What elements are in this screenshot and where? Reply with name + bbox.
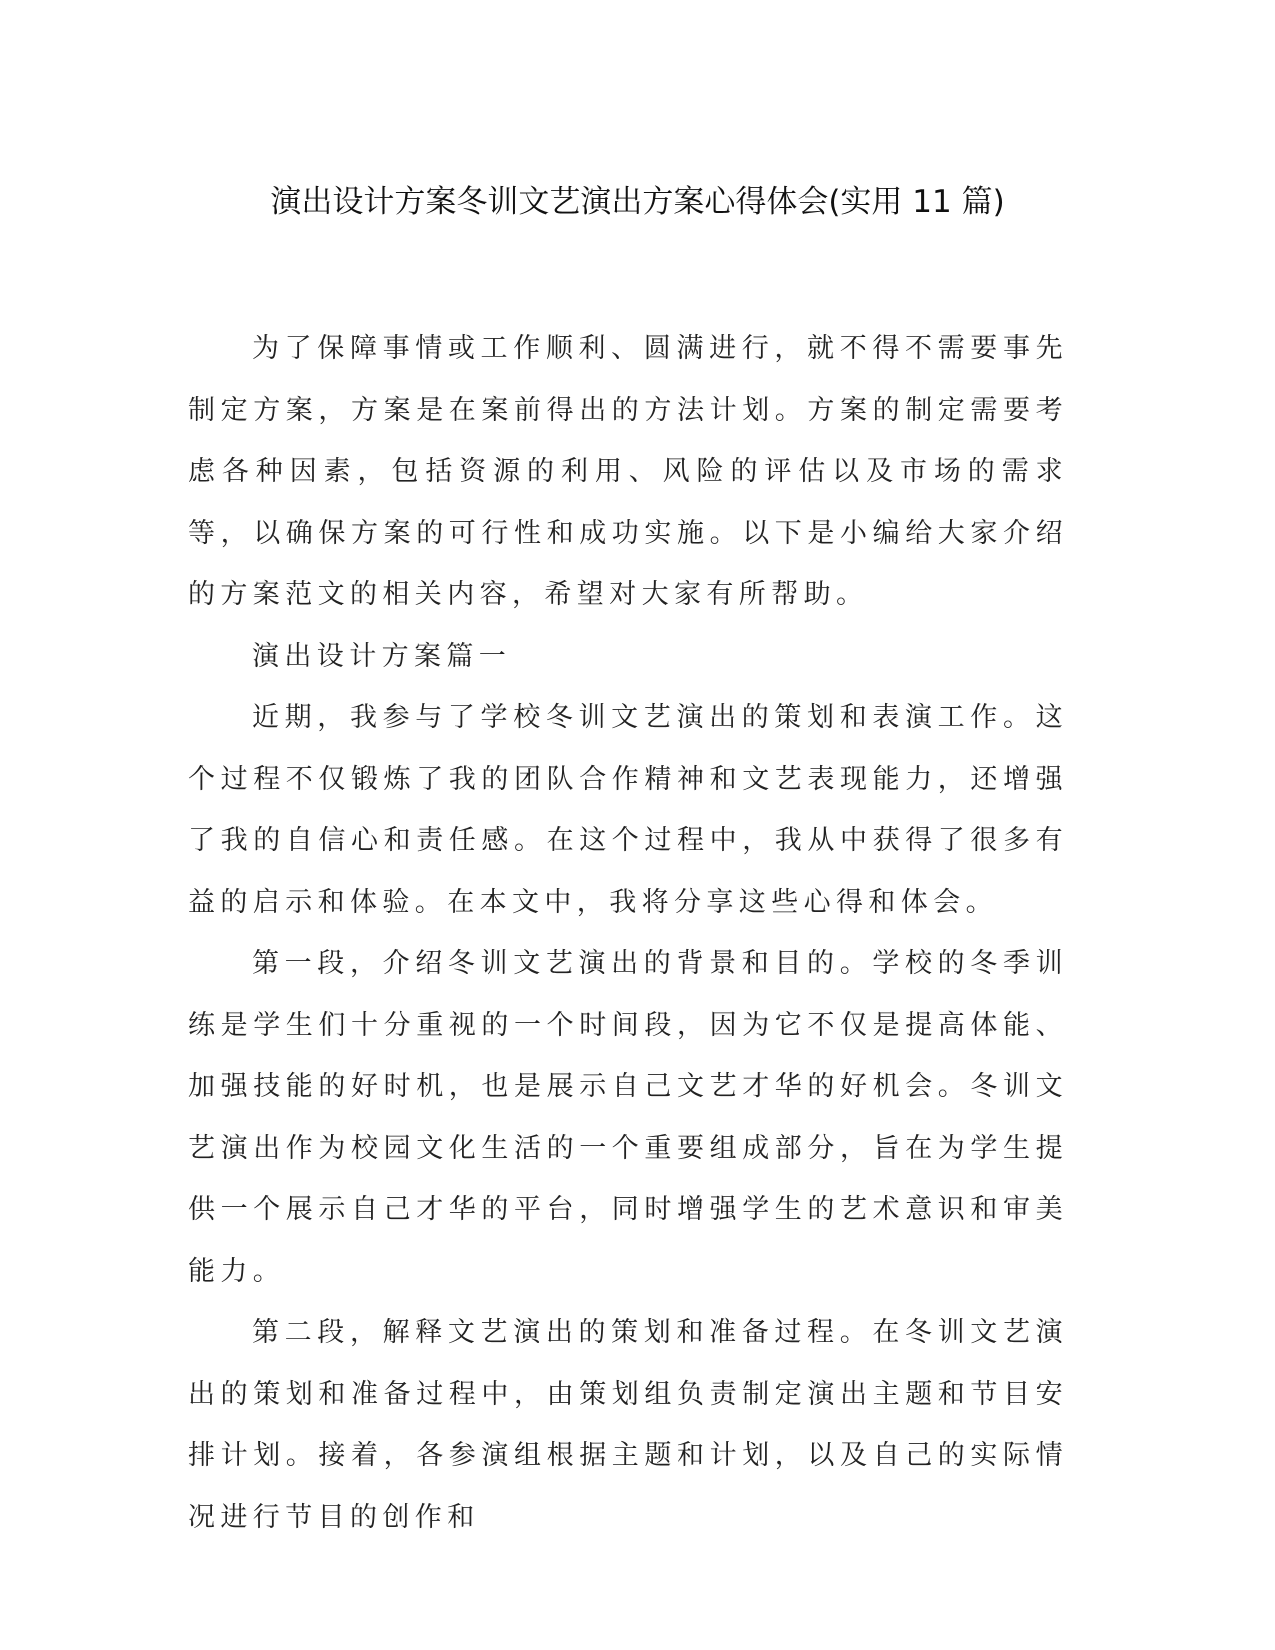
document-body bbox=[188, 318, 1068, 1548]
section-heading: 演出设计方案篇一 bbox=[252, 640, 512, 672]
body-paragraph: 第一段，介绍冬训文艺演出的背景和目的。学校的冬季训练是学生们十分重视的一个时间段，因为它不仅是提高体能、加强技能的好时机，也是展示自己文艺才华的好机会。冬训文艺演出作为校园文化生活的一个重要组成部分，旨在为学生提供一个展示自己才华的平台，同时增强学生的艺术意识和审美能力。 bbox=[188, 948, 1068, 1287]
body-paragraph: 第二段，解释文艺演出的策划和准备过程。在冬训文艺演出的策划和准备过程中，由策划组负责制定演出主题和节目安排计划。接着，各参演组根据主题和计划，以及自己的实际情况进行节目的创作和 bbox=[188, 1317, 1068, 1533]
intro-paragraph: 为了保障事情或工作顺利、圆满进行，就不得不需要事先制定方案，方案是在案前得出的方法计划。方案的制定需要考虑各种因素，包括资源的利用、风险的评估以及市场的需求等，以确保方案的可行性和成功实施。以下是小编给大家介绍的方案范文的相关内容，希望对大家有所帮助。 bbox=[188, 333, 1068, 610]
document-title: 演出设计方案冬训文艺演出方案心得体会(实用 11 篇) bbox=[270, 184, 1005, 220]
body-paragraph: 近期，我参与了学校冬训文艺演出的策划和表演工作。这个过程不仅锻炼了我的团队合作精神和文艺表现能力，还增强了我的自信心和责任感。在这个过程中，我从中获得了很多有益的启示和体验。在本文中，我将分享这些心得和体会。 bbox=[188, 702, 1068, 918]
